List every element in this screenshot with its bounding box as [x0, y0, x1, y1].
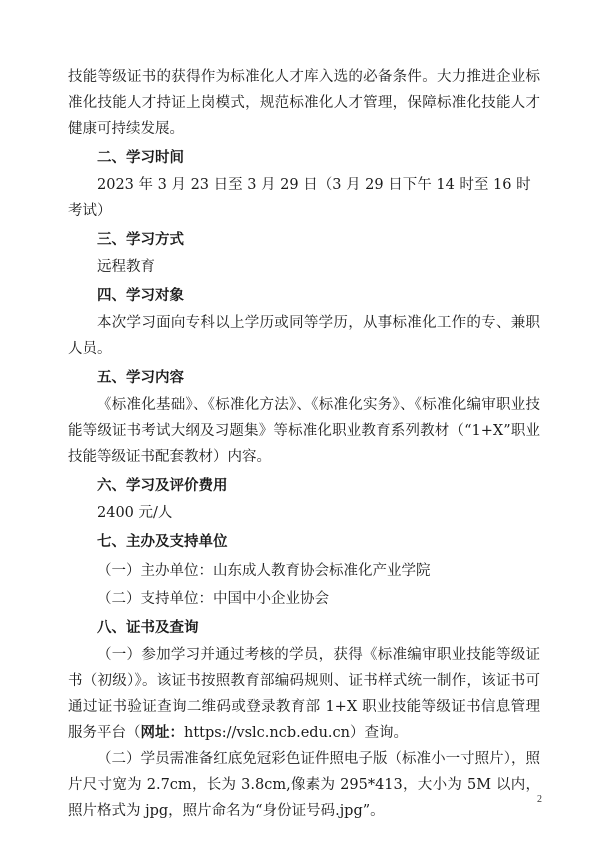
heading-study-method: 三、学习方式 [97, 232, 184, 248]
heading-study-time: 二、学习时间 [97, 150, 184, 166]
heading-study-target: 四、学习对象 [97, 288, 184, 304]
study-time-text: 2023 年 3 月 23 日至 3 月 29 日（3 月 29 日下午 14 时至 16 时考试） [68, 177, 531, 219]
page-content [68, 64, 540, 824]
heading-study-content: 五、学习内容 [97, 370, 184, 386]
study-method-text: 远程教育 [97, 259, 155, 275]
website-label: 网址： [140, 724, 184, 741]
intro-paragraph: 技能等级证书的获得作为标准化人才库入选的必备条件。大力推进企业标准化技能人才持证上岗模式，规范标准化人才管理，保障标准化技能人才健康可持续发展。 [68, 69, 540, 137]
support-organizer: （二）支持单位：中国中小企业协会 [97, 591, 329, 607]
heading-certificate: 八、证书及查询 [97, 620, 199, 636]
study-target-text: 本次学习面向专科以上学历或同等学历，从事标准化工作的专、兼职人员。 [68, 315, 540, 357]
certificate-paragraph-2: （二）学员需准备红底免冠彩色证件照电子版（标准小一寸照片），照片尺寸宽为 2.7cm，长为 3.8cm,像素为 295*413，大小为 5M 以内，照片格式为 jpg，照片命名为“身份证号码.jpg”。 [68, 751, 540, 819]
certificate-paragraph-1 [68, 642, 540, 746]
heading-study-fee: 六、学习及评价费用 [97, 478, 228, 494]
study-fee-text: 2400 元/人 [97, 505, 173, 521]
study-content-text: 《标准化基础》、《标准化方法》、《标准化实务》、《标准化编审职业技能等级证书考试大纲及习题集》等标准化职业教育系列教材（“1+X”职业技能等级证书配套教材）内容。 [68, 397, 540, 465]
page-number: 2 [537, 794, 542, 805]
certificate-text-before: （一）参加学习并通过考核的学员，获得《标准编审职业技能等级证书（初级）》。该证书按照教育部编码规则、证书样式统一制作，该证书可通过证书验证查询二维码或登录教育部 1+X 职业技能等级证书信息管理服务平台（ [68, 647, 540, 741]
host-organizer: （一）主办单位：山东成人教育协会标准化产业学院 [97, 563, 431, 579]
certificate-text-after: https://vslc.ncb.edu.cn）查询。 [184, 725, 408, 741]
heading-organizers: 七、主办及支持单位 [97, 534, 228, 550]
